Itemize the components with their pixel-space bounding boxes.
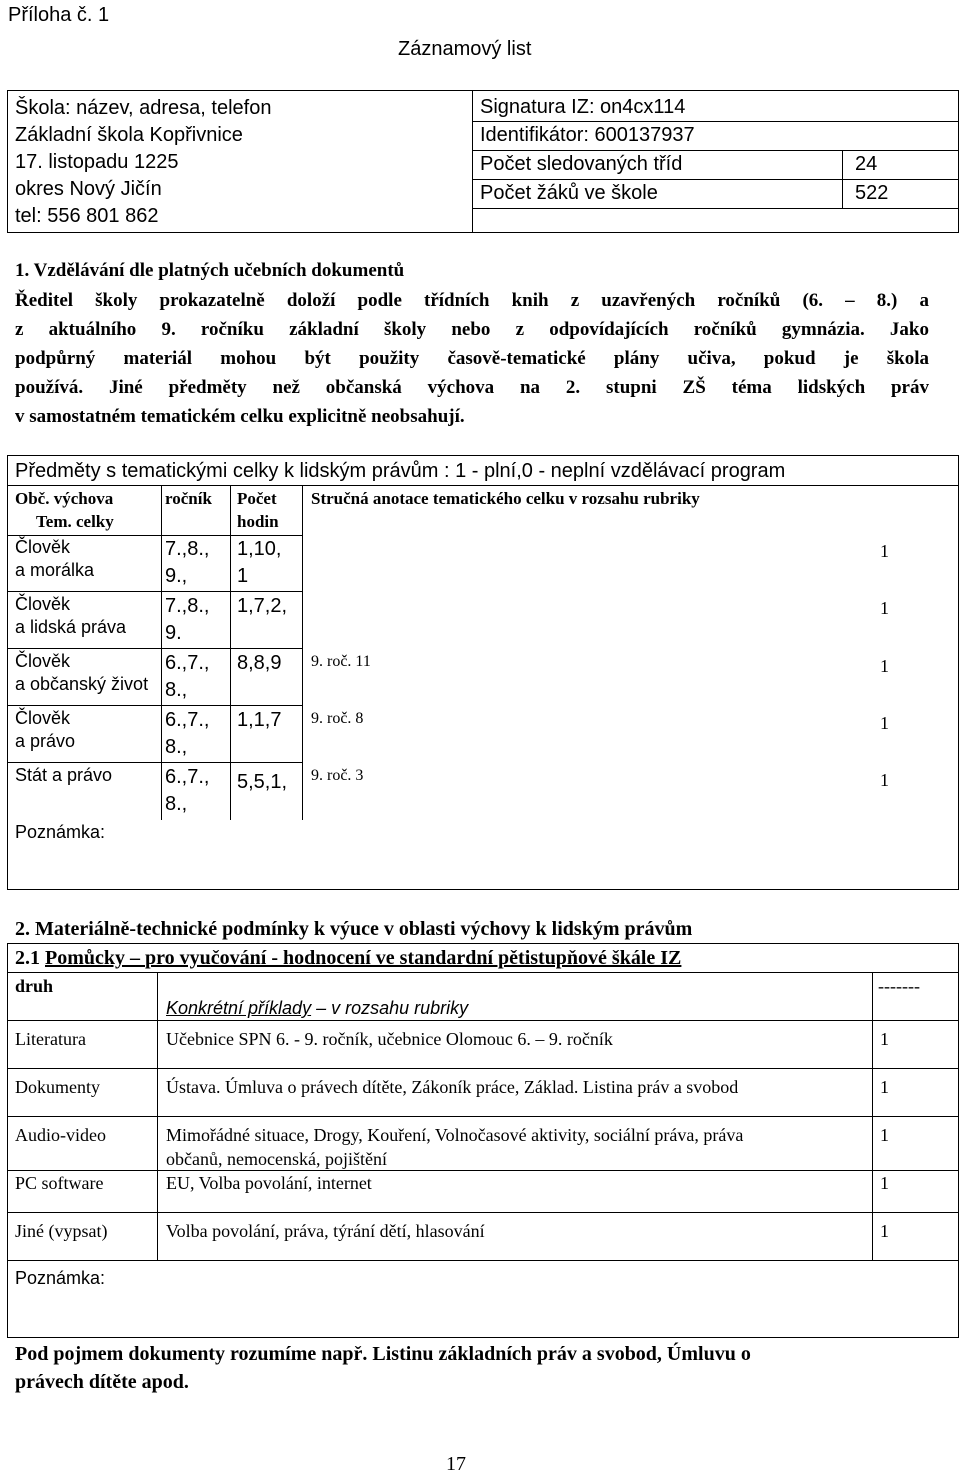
section2-subheading: 2.1 Pomůcky – pro vyučování - hodnocení ve standardní pětistupňové škále IZ (15, 947, 682, 969)
tools-kind: Jiné (vypsat) (15, 1221, 108, 1241)
pupils-value: 522 (855, 182, 889, 204)
header-hours-a: Počet (237, 489, 277, 508)
section2-heading: 2. Materiálně-technické podmínky k výuce v oblasti výchovy k lidským právům (15, 918, 693, 940)
tools-kind: PC software (15, 1173, 104, 1193)
school-label: Škola: název, adresa, telefon (15, 97, 272, 119)
subject-hours: 1 (237, 565, 249, 587)
identifier: Identifikátor: 600137937 (480, 124, 695, 146)
tools-value: 1 (880, 1125, 889, 1145)
tools-value: 1 (880, 1173, 889, 1193)
tools-kind: Dokumenty (15, 1077, 100, 1097)
subject-note: 9. roč. 8 (311, 710, 364, 727)
subjects-box (7, 455, 959, 890)
subject-value: 1 (880, 713, 889, 733)
header-col1a: Obč. výchova (15, 489, 114, 508)
pupils-label: Počet žáků ve škole (480, 182, 658, 204)
subject-grade: 8., (165, 679, 188, 701)
signature: Signatura IZ: on4cx114 (480, 96, 686, 118)
tools-text: Ústava. Úmluva o právech dítěte, Zákoník práce, Základ. Listina práv a svobod (166, 1077, 739, 1097)
subject-hours: 8,8,9 (237, 652, 282, 674)
subject-grade: 6.,7., (165, 652, 210, 674)
subject-hours: 5,5,1, (237, 771, 288, 793)
footer-note: právech dítěte apod. (15, 1371, 189, 1393)
subject-grade: 9. (165, 622, 182, 644)
subject-name: Člověk (15, 594, 71, 614)
school-name: Základní škola Kopřivnice (15, 124, 243, 146)
tools-text: Volba povolání, práva, týrání dětí, hlasování (166, 1221, 485, 1241)
subject-name: a morálka (15, 560, 95, 580)
header-hours-b: hodin (237, 512, 279, 531)
subject-grade: 7.,8., (165, 595, 210, 617)
subject-value: 1 (880, 598, 889, 618)
subject-name: a lidská práva (15, 617, 127, 637)
classes-value: 24 (855, 153, 878, 175)
subject-grade: 7.,8., (165, 538, 210, 560)
section1-heading: 1. Vzdělávání dle platných učebních dokumentů (15, 260, 405, 281)
tools-kind: Audio-video (15, 1125, 106, 1145)
tools-value: 1 (880, 1077, 889, 1097)
school-street: 17. listopadu 1225 (15, 151, 179, 173)
footer-note: Pod pojmem dokumenty rozumíme např. Listinu základních práv a svobod, Úmluvu o (15, 1343, 751, 1365)
subject-grade: 9., (165, 565, 188, 587)
classes-label: Počet sledovaných tříd (480, 153, 683, 175)
header-annotation: Stručná anotace tematického celku v rozsahu rubriky (311, 489, 700, 508)
subject-name: Člověk (15, 651, 71, 671)
tools-value: 1 (880, 1221, 889, 1241)
school-phone: tel: 556 801 862 (15, 205, 159, 227)
subject-note: 9. roč. 3 (311, 767, 364, 784)
page-number: 17 (446, 1453, 466, 1475)
subject-name: Člověk (15, 708, 71, 728)
subjects-caption: Předměty s tematickými celky k lidským právům : 1 - plní,0 - neplní vzdělávací program (15, 460, 786, 482)
tools-value: 1 (880, 1029, 889, 1049)
appendix-label: Příloha č. 1 (8, 4, 110, 26)
subject-grade: 6.,7., (165, 766, 210, 788)
tools-col-kind: druh (15, 976, 54, 996)
subject-hours: 1,1,7 (237, 709, 282, 731)
subject-note: 9. roč. 11 (311, 653, 371, 670)
subject-name: Stát a právo (15, 765, 113, 785)
tools-text: občanů, nemocenská, pojištění (166, 1149, 387, 1169)
subject-grade: 6.,7., (165, 709, 210, 731)
section1-line: používá. Jiné předměty než občanská výchova na 2. stupni ZŠ téma lidských práv (15, 377, 929, 398)
tools-col-examples: Konkrétní příklady – v rozsahu rubriky (166, 998, 469, 1018)
school-info (15, 95, 271, 230)
subject-name: a právo (15, 731, 76, 751)
page-title: Záznamový list (398, 38, 532, 60)
subject-grade: 8., (165, 793, 188, 815)
subject-value: 1 (880, 656, 889, 676)
section1-line: podpůrný materiál mohou být použity časově-tematické plány učiva, pokud je škola (15, 348, 929, 369)
tools-kind: Literatura (15, 1029, 86, 1049)
section1-line: Ředitel školy prokazatelně doloží podle třídních knih z uzavřených ročníků (6. – 8.) a (15, 290, 929, 311)
subject-hours: 1,10, (237, 538, 282, 560)
section1-line: z aktuálního 9. ročníku základní školy nebo z odpovídajících ročníků gymnázia. Jako (15, 319, 929, 340)
tools-col-dashes: ------- (878, 976, 920, 996)
section1-line: v samostatném tematickém celku explicitně neobsahují. (15, 406, 465, 427)
subject-grade: 8., (165, 736, 188, 758)
tools-note-label: Poznámka: (15, 1268, 106, 1288)
subject-name: Člověk (15, 537, 71, 557)
subject-value: 1 (880, 770, 889, 790)
header-col1b: Tem. celky (36, 512, 114, 531)
tools-text: Mimořádné situace, Drogy, Kouření, Volnočasové aktivity, sociální práva, práva (166, 1125, 744, 1145)
header-grade: ročník (165, 489, 212, 508)
subject-value: 1 (880, 541, 889, 561)
subject-name: a občanský život (15, 674, 149, 694)
tools-text: EU, Volba povolání, internet (166, 1173, 372, 1193)
subject-hours: 1,7,2, (237, 595, 288, 617)
tools-text: Učebnice SPN 6. - 9. ročník, učebnice Olomouc 6. – 9. ročník (166, 1029, 613, 1049)
school-district: okres Nový Jičín (15, 178, 162, 200)
subjects-note-label: Poznámka: (15, 822, 106, 842)
